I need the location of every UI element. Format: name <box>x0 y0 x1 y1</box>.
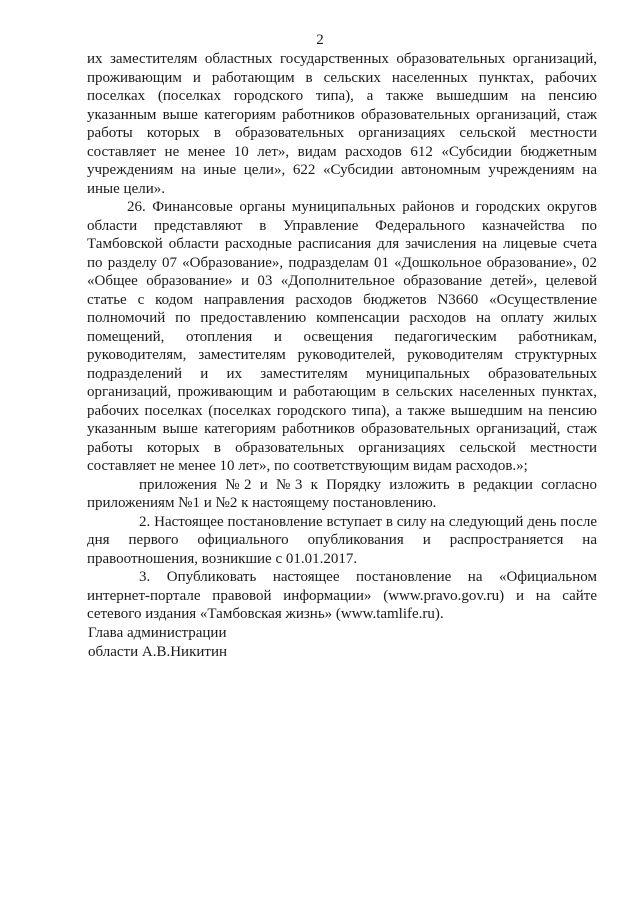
paragraph-item-26: 26. Финансовые органы муниципальных районов и городских округов области представляют в Управление Федерального казначейства по Тамбовской области расходные расписания для зачисления на лицевые счета по разделу 07 «Образование», подразделам 01 «Дошкольное образование», 02 «Общее образование» и 03 «Дополнительное образование детей», целевой статье с кодом направления расходов бюджетов N3660 «Осуществление полномочий по предоставлению компенсации расходов на оплату жилых помещений, отопления и освещения педагогическим работникам, руководителям, заместителям руководителей, руководителям структурных подразделений и их заместителям муниципальных образовательных организаций, проживающим и работающим в сельских населенных пунктах, рабочих поселках (поселках городского типа), а также вышедшим на пенсию указанным выше категориям работников образовательных организаций, стаж работы которых в образовательных организациях сельской местности составляет не менее 10 лет», по соответствующим видам расходов.»; <box>87 199 597 474</box>
paragraph-appendix-amendment: приложения №2 и №3 к Порядку изложить в редакции согласно приложениям №1 и №2 к настоящему постановлению. <box>87 476 597 511</box>
signature-block <box>88 624 227 661</box>
signature-name: области А.В.Никитин <box>88 643 228 660</box>
paragraph-effective-date: 2. Настоящее постановление вступает в силу на следующий день после дня первого официального опубликования и распространяется на правоотношения, возникшие с 01.01.2017. <box>87 513 597 567</box>
page-number: 2 <box>316 32 324 48</box>
paragraph-publication: 3. Опубликовать настоящее постановление на «Официальном интернет-портале правовой информации» (www.pravo.gov.ru) и на сайте сетевого издания «Тамбовская жизнь» (www.tamlife.ru). <box>87 569 597 622</box>
document-body <box>87 50 597 624</box>
paragraph-continuation: их заместителям областных государственных образовательных организаций, проживающим и работающим в сельских населенных пунктах, рабочих поселках (поселках городского типа), а также вышедшим на пенсию указанным выше категориям работников образовательных организаций, стаж работы которых в образовательных организациях сельской местности составляет не менее 10 лет», видам расходов 612 «Субсидии бюджетным учреждениям на иные цели», 622 «Субсидии автономным учреждениям на иные цели». <box>87 51 597 197</box>
signature-title: Глава администрации <box>88 625 227 641</box>
